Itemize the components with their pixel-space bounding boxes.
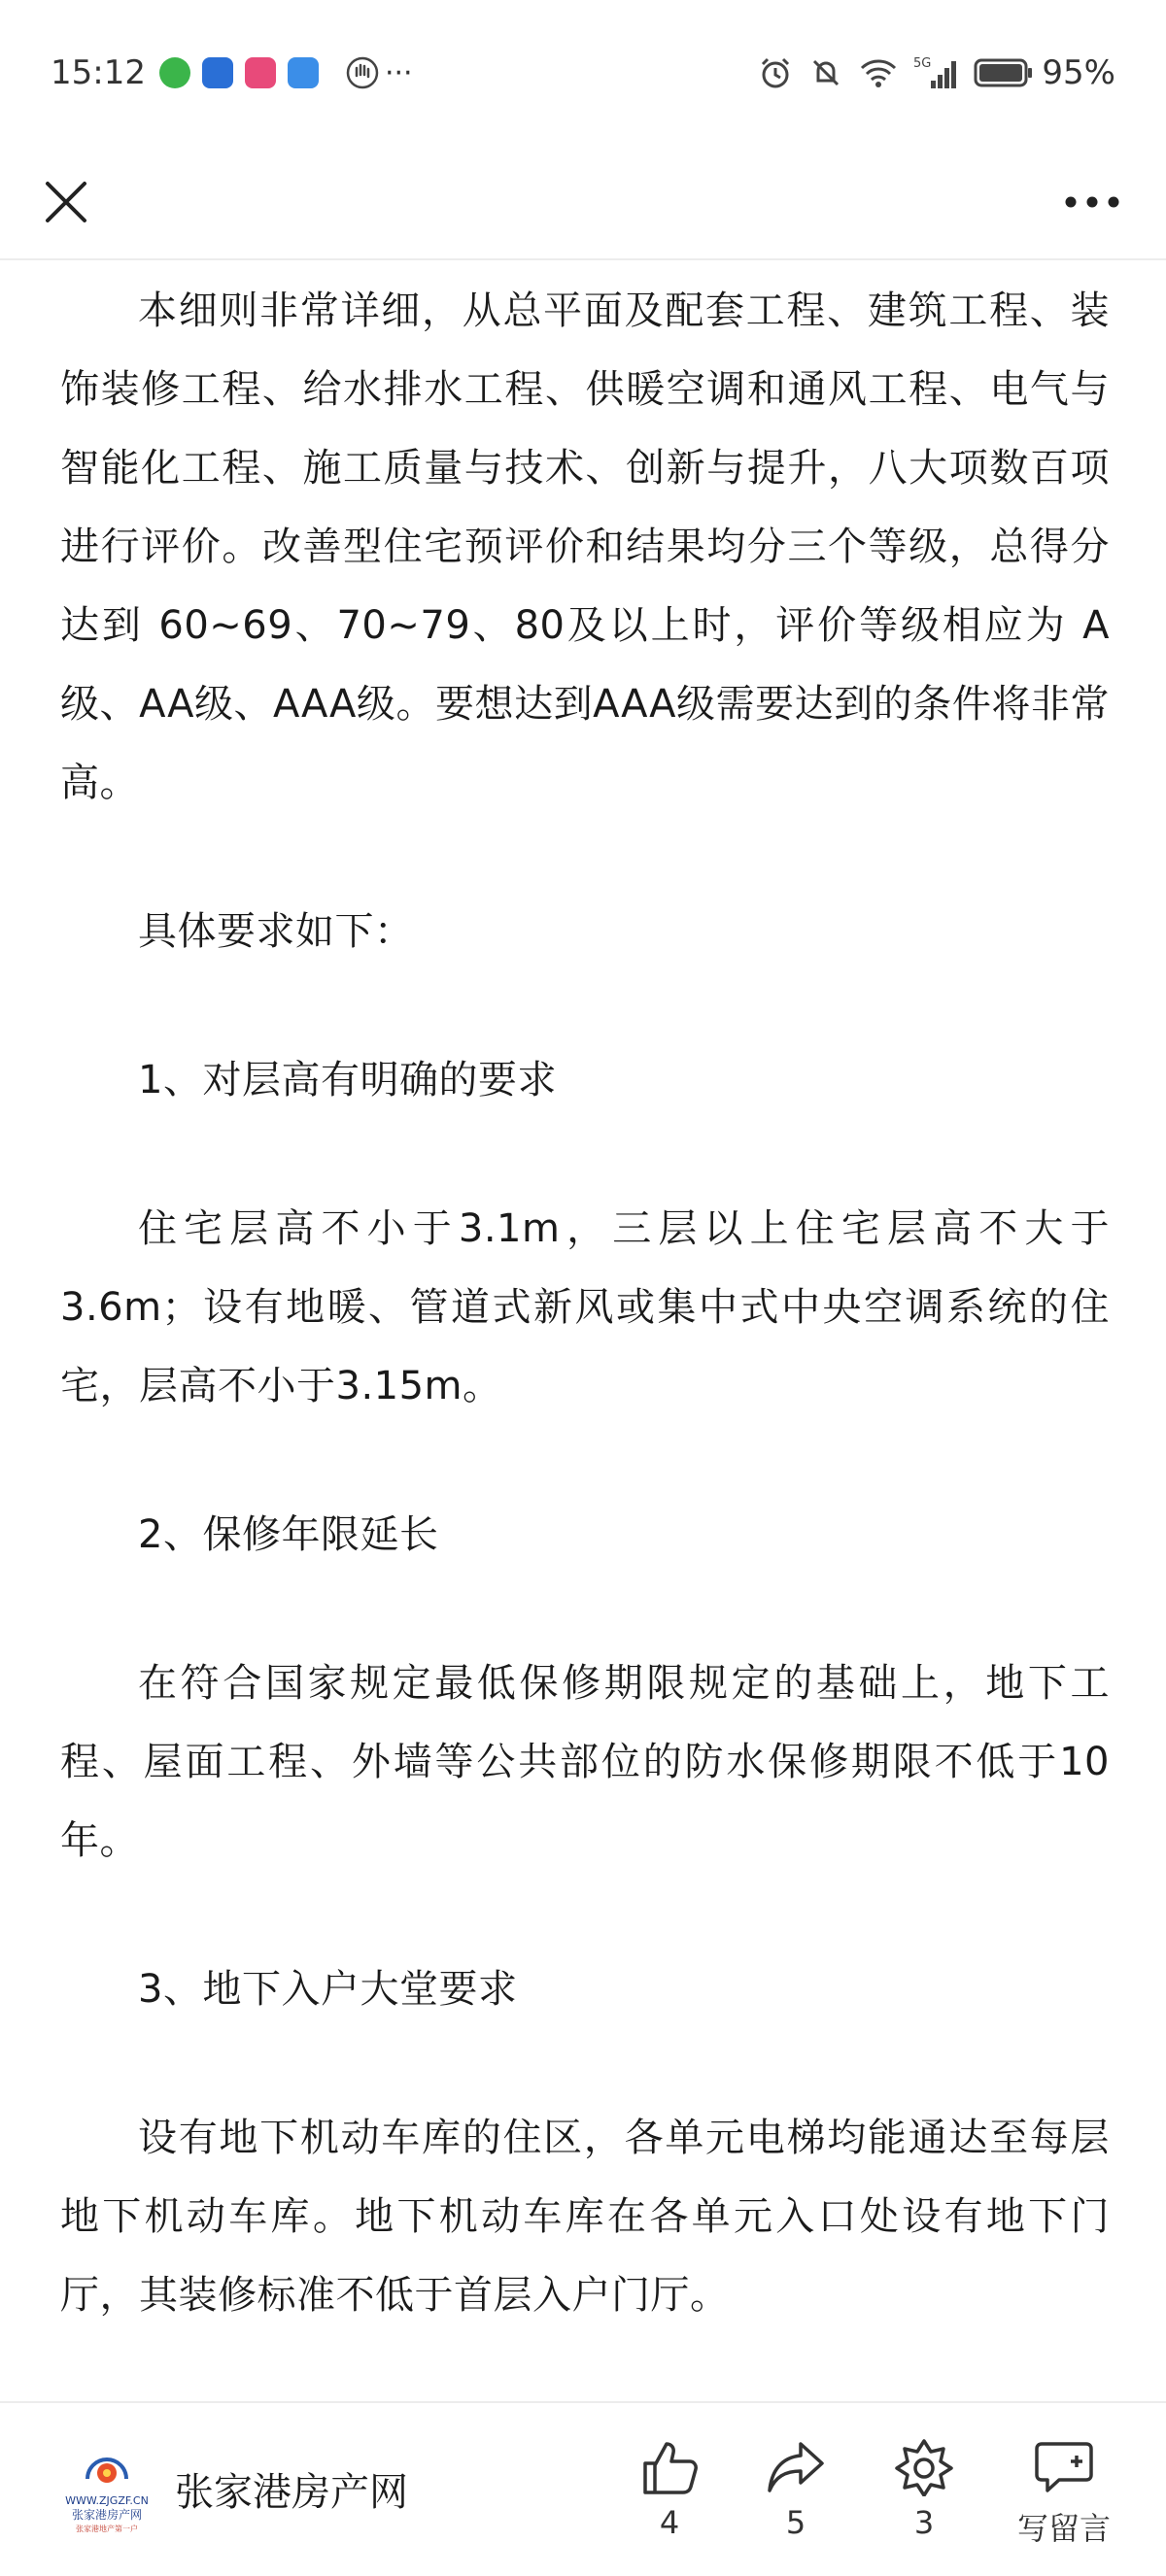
- hand-icon: [346, 56, 379, 89]
- app-notification-icon: [245, 57, 276, 88]
- status-bar-left: [51, 53, 413, 92]
- article-paragraph: 在符合国家规定最低保修期限规定的基础上，地下工程、屋面工程、外墙等公共部位的防水保修期限不低于10年。: [60, 1661, 1110, 1863]
- app-notification-icon: [288, 57, 319, 88]
- wow-button[interactable]: [871, 2438, 977, 2541]
- comment-icon: [1034, 2438, 1094, 2496]
- thumbs-up-icon: [639, 2438, 700, 2496]
- section-heading: 3、地下入户大堂要求: [138, 1967, 518, 2012]
- app-notification-icon: [159, 57, 190, 88]
- logo-name-text: 张家港房产网: [71, 2508, 143, 2522]
- more-button[interactable]: [1053, 167, 1131, 237]
- section-heading: 2、保修年限延长: [138, 1512, 439, 1557]
- write-comment-button[interactable]: [1001, 2438, 1127, 2549]
- like-button[interactable]: [616, 2438, 723, 2541]
- article-paragraph: 设有地下机动车库的住区，各单元电梯均能通达至每层地下机动车库。地下机动车库在各单元入口处设有地下门厅，其装修标准不低于首层入户门厅。: [60, 2116, 1110, 2318]
- logo-mark-icon: [58, 2444, 155, 2537]
- app-notification-icon: [202, 57, 233, 88]
- share-icon: [766, 2438, 826, 2496]
- share-count: 5: [785, 2504, 806, 2541]
- article-paragraph: 本细则非常详细，从总平面及配套工程、建筑工程、装饰装修工程、给水排水工程、供暖空调和通风工程、电气与智能化工程、施工质量与技术、创新与提升，八大项数百项进行评价。改善型住宅预评价和结果均分三个等级，总得分达到 60~69、70~79、80及以上时，评价等级相应为 A级、AA级、AAA级。要想达到AAA级需要达到的条件将非常高。: [60, 288, 1110, 805]
- wifi-icon: [859, 56, 898, 89]
- section-heading: 1、对层高有明确的要求: [138, 1058, 557, 1102]
- more-dots-icon: [1064, 195, 1120, 209]
- network-label: 5G: [913, 56, 932, 71]
- logo-slogan-text: 张家港地产第一户: [76, 2525, 138, 2533]
- bottom-bar: [0, 2401, 1166, 2576]
- alarm-icon: [758, 55, 793, 90]
- status-bar-right: [742, 53, 1115, 92]
- write-comment-label: 写留言: [1016, 2510, 1111, 2547]
- wow-count: 3: [913, 2504, 935, 2541]
- wow-star-icon: [894, 2438, 954, 2496]
- battery-icon: [974, 57, 1034, 88]
- source-name[interactable]: 张家港房产网: [175, 2470, 408, 2515]
- top-nav: [0, 146, 1166, 260]
- like-count: 4: [659, 2504, 680, 2541]
- article-paragraph: 具体要求如下：: [138, 909, 414, 954]
- more-notifications-icon: ···: [384, 55, 413, 90]
- status-bar: [0, 0, 1166, 146]
- close-icon: [44, 180, 88, 224]
- signal-icon: [913, 55, 958, 90]
- mute-icon: [808, 55, 843, 90]
- battery-percent: 95%: [1042, 53, 1115, 92]
- logo-url-text: WWW.ZJGZF.CN: [65, 2494, 149, 2507]
- status-time: 15:12: [51, 53, 146, 92]
- article-paragraph: 住宅层高不小于3.1m，三层以上住宅层高不大于3.6m；设有地暖、管道式新风或集中式中央空调系统的住宅，层高不小于3.15m。: [60, 1206, 1110, 1408]
- article-body: [60, 272, 1110, 2390]
- share-button[interactable]: [742, 2438, 849, 2541]
- close-button[interactable]: [31, 167, 101, 237]
- source-logo[interactable]: [58, 2444, 155, 2537]
